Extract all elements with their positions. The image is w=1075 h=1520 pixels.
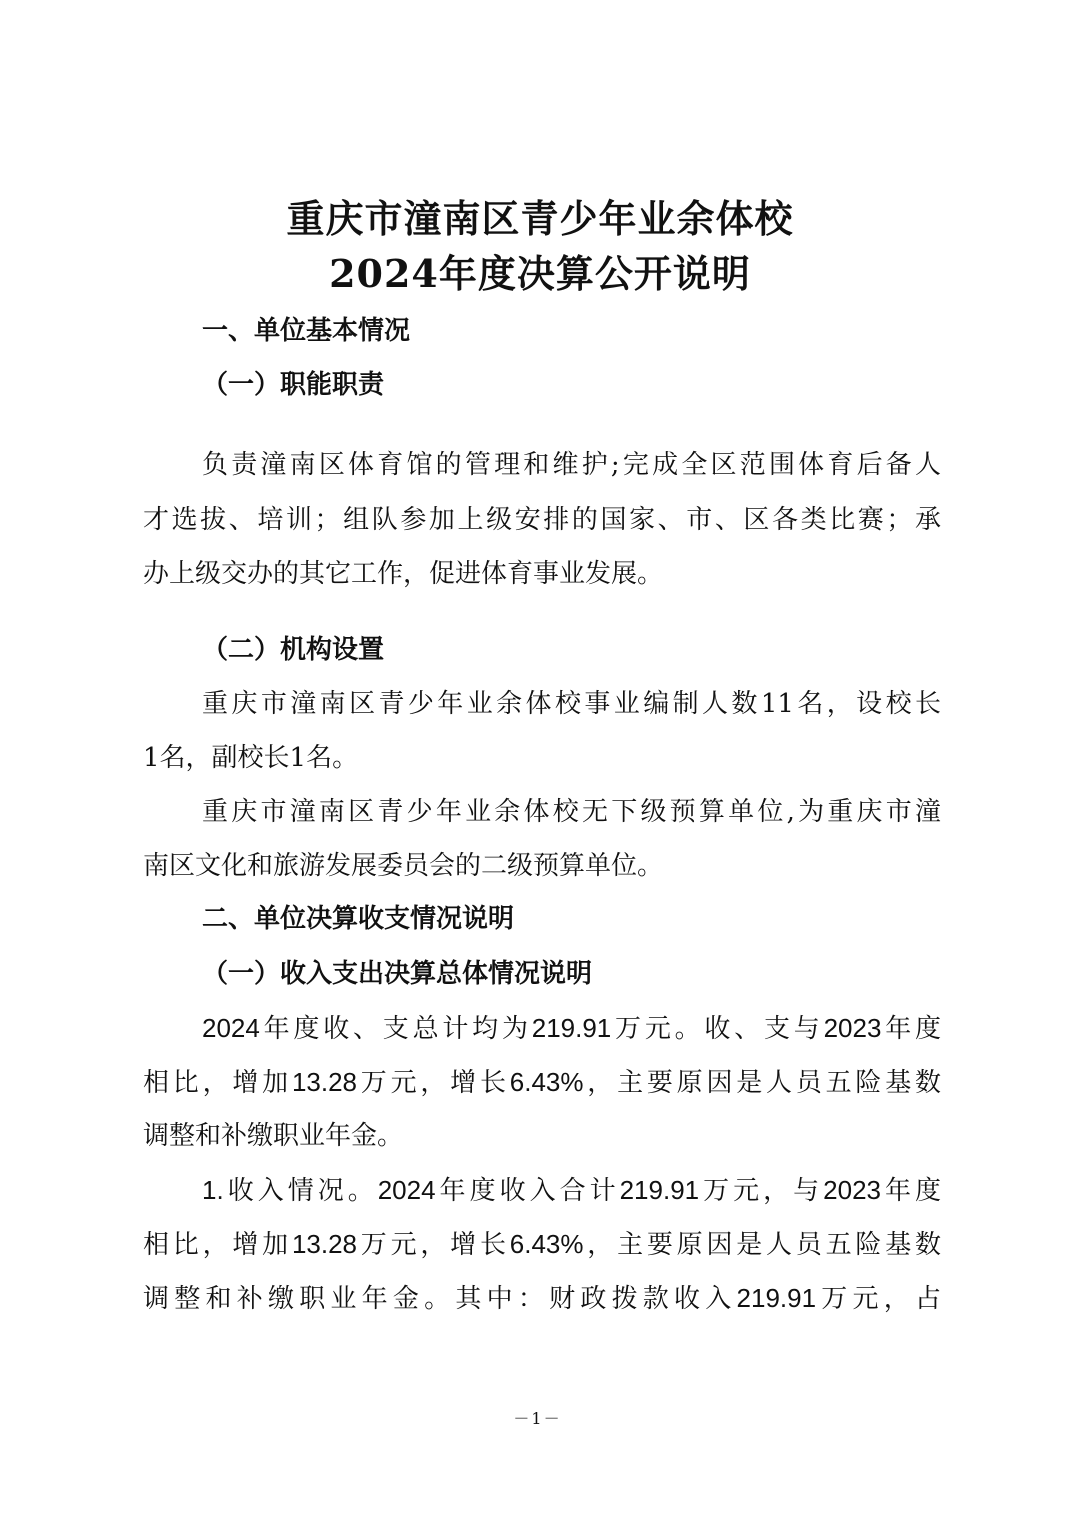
- section-1-sub-1-heading: （一）职能职责: [202, 370, 385, 400]
- page-number: －1－: [513, 1409, 562, 1428]
- section-2-heading: 二、单位决算收支情况说明: [202, 904, 515, 934]
- paragraph-line: 1名，副校长1名。: [143, 743, 359, 773]
- paragraph-line: 重庆市潼南区青少年业余体校事业编制人数11名，设校长: [202, 689, 941, 719]
- paragraph-line: 重庆市潼南区青少年业余体校无下级预算单位,为重庆市潼: [202, 797, 941, 827]
- paragraph-line: 相比，增加13.28万元，增长6.43%，主要原因是人员五险基数: [143, 1067, 941, 1097]
- paragraph-line: 调整和补缴职业年金。其中：财政拨款收入219.91万元，占: [143, 1283, 941, 1313]
- section-1-sub-2-heading: （二）机构设置: [202, 635, 385, 665]
- section-2-sub-1-heading: （一）收入支出决算总体情况说明: [202, 959, 593, 989]
- section-1-heading: 一、单位基本情况: [202, 316, 411, 346]
- paragraph-line: 相比，增加13.28万元，增长6.43%，主要原因是人员五险基数: [143, 1229, 941, 1259]
- paragraph-line: 才选拔、培训；组队参加上级安排的国家、市、区各类比赛；承: [143, 505, 941, 535]
- paragraph-line: 南区文化和旅游发展委员会的二级预算单位。: [143, 851, 664, 881]
- document-title-line-1: 重庆市潼南区青少年业余体校: [286, 196, 794, 241]
- paragraph-line: 1.收入情况。2024年度收入合计219.91万元，与2023年度: [202, 1175, 941, 1205]
- document-title-line-2: 2024年度决算公开说明: [329, 251, 751, 296]
- paragraph-line: 办上级交办的其它工作，促进体育事业发展。: [143, 559, 664, 589]
- paragraph-line: 2024年度收、支总计均为219.91万元。收、支与2023年度: [202, 1013, 941, 1043]
- paragraph-line: 调整和补缴职业年金。: [143, 1121, 404, 1151]
- paragraph-line: 负责潼南区体育馆的管理和维护;完成全区范围体育后备人: [202, 450, 941, 480]
